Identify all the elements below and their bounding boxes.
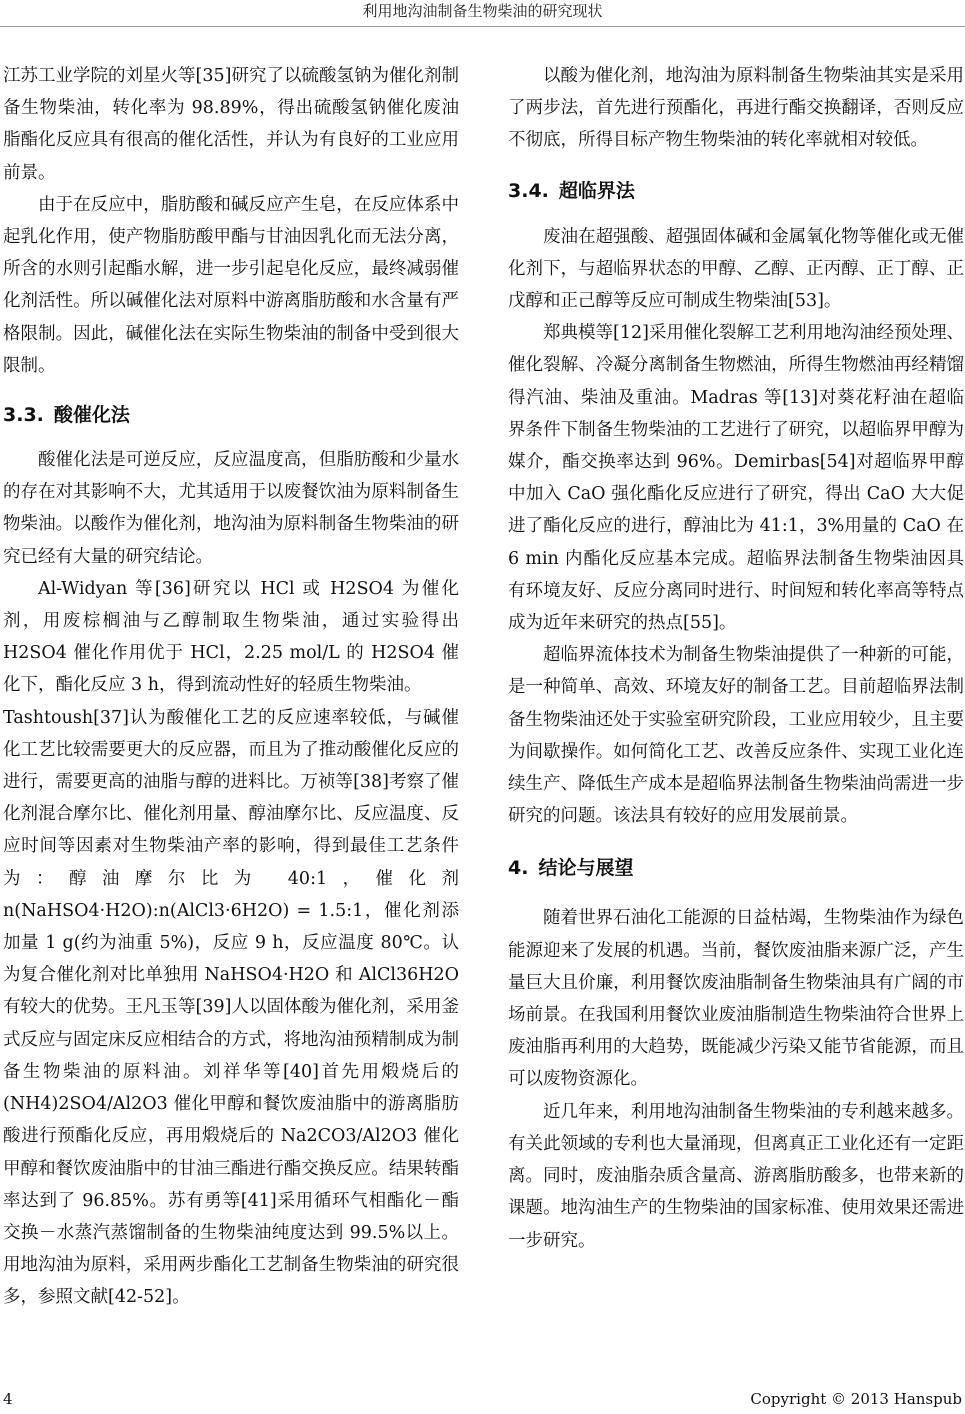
paragraph-two-step-method: 以酸为催化剂，地沟油为原料制备生物柴油其实是采用了两步法，首先进行预酯化，再进行酯交换翻译，否则反应不彻底，所得目标产物生物柴油的转化率就相对较低。 [508, 66, 964, 151]
right-column [508, 60, 964, 1257]
paragraph-base-catalysis-limits: 由于在反应中，脂肪酸和碱反应产生皂，在反应体系中起乳化作用，使产物脂肪酸甲酯与甘油因乳化而无法分离，所含的水则引起酯水解，进一步引起皂化反应，最终减弱催化剂活性。所以碱催化法对原料中游离脂肪酸和水含量有严格限制。因此，碱催化法在实际生物柴油的制备中受到很大限制。 [3, 194, 459, 376]
section-heading-3-3 [3, 392, 459, 438]
section-number: 3.3. [3, 404, 44, 427]
paragraph-supercritical-intro: 废油在超强酸、超强固体碱和金属氧化物等催化或无催化剂下，与超临界状态的甲醇、乙醇、正丙醇、正丁醇、正戊醇和正己醇等反应可制成生物柴油[53]。 [508, 226, 964, 312]
page-number: 4 [3, 1390, 13, 1408]
section-heading-3-4 [508, 169, 964, 213]
section-number: 3.4. [508, 179, 549, 202]
paragraph-conclusion: 随着世界石油化工能源的日益枯竭，生物柴油作为绿色能源迎来了发展的机遇。当前，餐饮废油脂来源广泛，产生量巨大且价廉，利用餐饮废油脂制备生物柴油具有广阔的市场前景。在我国利用餐饮业废油脂制造生物柴油符合世界上废油脂再利用的大趋势，既能减少污染又能节省能源，而且可以废物资源化。 [508, 908, 964, 1090]
paragraph-liu-xinghuo: 江苏工业学院的刘星火等[35]研究了以硫酸氢钠为催化剂制备生物柴油，转化率为 98.89%，得出硫酸氢钠催化废油脂酯化反应具有很高的催化活性，并认为有良好的工业应用前景。 [3, 66, 459, 183]
paragraph-tashtoush: Tashtoush[37]认为酸催化工艺的反应速率较低，与碱催化工艺比较需要更大的反应器，而且为了推动酸催化反应的进行，需要更高的油脂与醇的进料比。万祯等[38]考察了催化剂混合摩尔比、催化剂用量、醇油摩尔比、反应温度、反应时间等因素对生物柴油产率的影响，得到最佳工艺条件为：醇油摩尔比为 40:1，催化剂 n(NaHSO4·H2O):n(AlCl3·6H2O) = 1.5:1，催化剂添加量 1 g(约为油重 5%)，反应 9 h，反应温度 80℃。认为复合催化剂对比单独用 NaHSO4·H2O 和 AlCl36H2O 有较大的优势。王凡玉等[39]人以固体酸为催化剂，采用釜式反应与固定床反应相结合的方式，将地沟油预精制成为制备生物柴油的原料油。刘祥华等[40]首先用煅烧后的(NH4)2SO4/Al2O3 催化甲醇和餐饮废油脂中的游离脂肪酸进行预酯化反应，再用煅烧后的 Na2CO3/Al2O3 催化甲醇和餐饮废油脂中的甘油三酯进行酯交换反应。结果转酯率达到了 96.85%。苏有勇等[41]采用循环气相酯化－酯交换－水蒸汽蒸馏制备的生物柴油纯度达到 99.5%以上。用地沟油为原料，采用两步酯化工艺制备生物柴油的研究很多，参照文献[42-52]。 [3, 707, 459, 1308]
paragraph-al-widyan: Al-Widyan 等[36]研究以 HCl 或 H2SO4 为催化剂，用废棕榈油与乙醇制取生物柴油，通过实验得出 H2SO4 催化作用优于 HCl，2.25 mol/L 的 H2SO4 催化下，酯化反应 3 h，得到流动性好的轻质生物柴油。 [3, 578, 459, 696]
paragraph-acid-catalysis-intro: 酸催化法是可逆反应，反应温度高，但脂肪酸和少量水的存在对其影响不大，尤其适用于以废餐饮油为原料制备生物柴油。以酸作为催化剂，地沟油为原料制备生物柴油的研究已经有大量的研究结论。 [3, 450, 459, 567]
page-footer [0, 1389, 965, 1409]
section-title: 结论与展望 [538, 857, 634, 880]
section-number: 4. [508, 857, 529, 880]
section-heading-4 [508, 846, 964, 890]
paragraph-patents: 近几年来，利用地沟油制备生物柴油的专利越来越多。有关此领域的专利也大量涌现，但离真正工业化还有一定距离。同时，废油脂杂质含量高、游离脂肪酸多，也带来新的课题。地沟油生产的生物柴油的国家标准、使用效果还需进一步研究。 [508, 1101, 964, 1251]
section-title: 超临界法 [558, 179, 635, 202]
header-rule [0, 26, 965, 27]
copyright-notice: Copyright © 2013 Hanspub [750, 1390, 962, 1408]
section-title: 酸催化法 [53, 404, 130, 427]
left-column [3, 60, 459, 1314]
running-header: 利用地沟油制备生物柴油的研究现状 [362, 2, 603, 20]
paragraph-zheng-dianmo: 郑典模等[12]采用催化裂解工艺利用地沟油经预处理、催化裂解、冷凝分离制备生物燃油，所得生物燃油再经精馏得汽油、柴油及重油。Madras 等[13]对葵花籽油在超临界条件下制备生物柴油的工艺进行了研究，以超临界甲醇为媒介，酯交换率达到 96%。Demirbas[54]对超临界甲醇中加入 CaO 强化酯化反应进行了研究，得出 CaO 大大促进了酯化反应的进行，醇油比为 41:1，3%用量的 CaO 在 6 min 内酯化反应基本完成。超临界法制备生物柴油因具有环境友好、反应分离同时进行、时间短和转化率高等特点成为近年来研究的热点[55]。 [508, 323, 964, 634]
paragraph-supercritical-outlook: 超临界流体技术为制备生物柴油提供了一种新的可能，是一种简单、高效、环境友好的制备工艺。目前超临界法制备生物柴油还处于实验室研究阶段，工业应用较少，且主要为间歇操作。如何简化工艺、改善反应条件、实现工业化连续生产、降低生产成本是超临界法制备生物柴油尚需进一步研究的问题。该法具有较好的应用发展前景。 [508, 645, 964, 827]
